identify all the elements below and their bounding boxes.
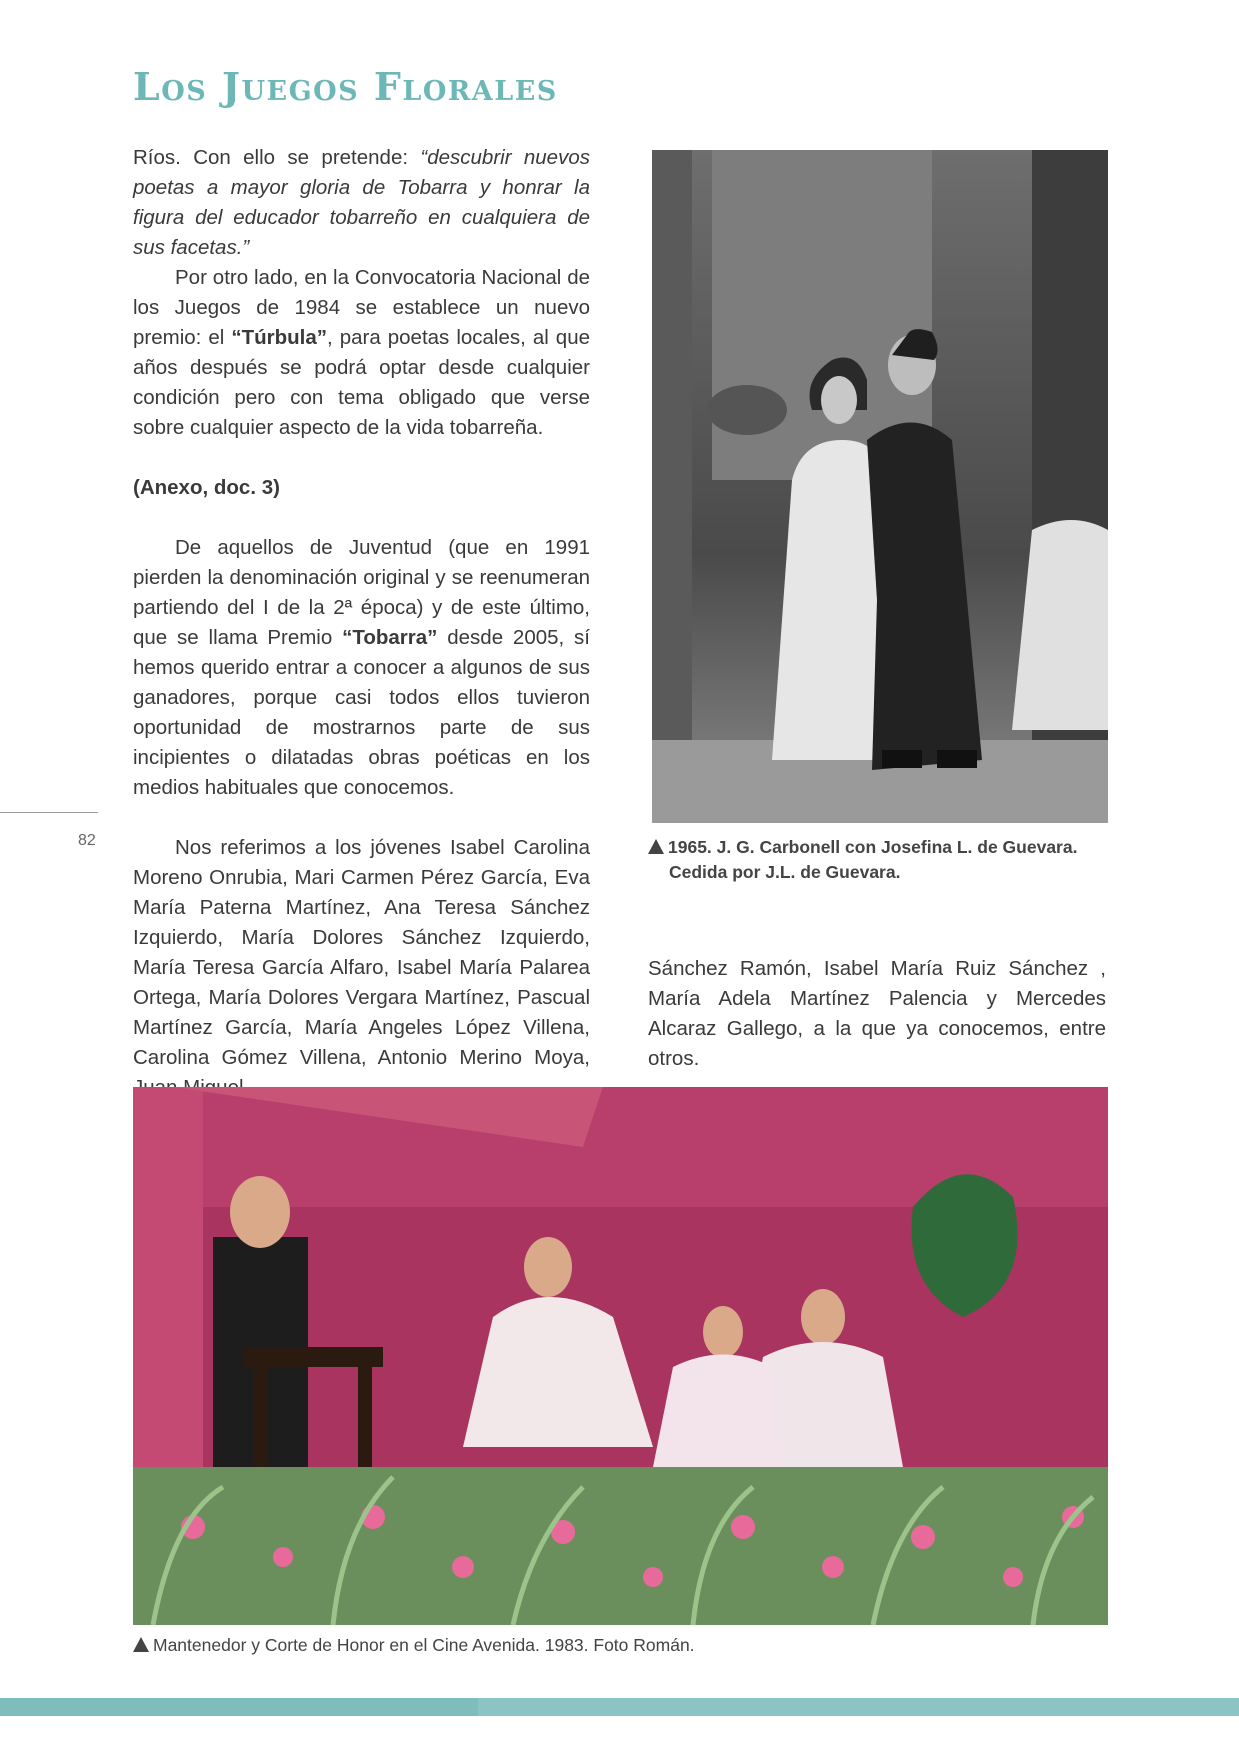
left-text-column: [133, 143, 590, 1103]
photo-1965-caption: [648, 835, 1118, 885]
caption-1983-text: Mantenedor y Corte de Honor en el Cine Avenida. 1983. Foto Román.: [153, 1635, 695, 1655]
p2-text-end: , para poetas locales, al que años después se podrá optar desde cualquier condición pero con tema obligado que verse sobre cualquier aspecto de la vida tobarreña.: [133, 326, 590, 439]
footer-band-segment: [478, 1698, 1239, 1716]
p3-bold-term: “Tobarra”: [342, 626, 438, 649]
caption-1965-line2: Cedida por J.L. de Guevara.: [669, 862, 901, 882]
photo-1965-couple: [652, 150, 1108, 823]
spacer: [133, 503, 590, 533]
annex-reference: [133, 473, 590, 503]
paragraph-4: Nos referimos a los jóvenes Isabel Carolina Moreno Onrubia, Mari Carmen Pérez García, Eva María Paterna Martínez, Ana Teresa Sánchez Izquierdo, María Dolores Sánchez Izquierdo, María Teresa García Alfaro, Isabel María Palarea Ortega, María Dolores Vergara Martínez, Pascual Martínez García, María Angeles López Villena, Carolina Gómez Villena, Antonio Merino Moya,: [133, 836, 590, 1069]
p1-text: Ríos. Con ello se pretende:: [133, 146, 421, 169]
p1-quote: “descubrir nuevos poetas a mayor gloria de Tobarra y honrar la figura del educador tobarreño en cualquiera de sus facetas.”: [133, 146, 590, 259]
photo-1983-caption: [133, 1633, 933, 1658]
caption-triangle-icon: [133, 1637, 149, 1652]
p3-text-end: desde 2005, sí hemos querido entrar a conocer a algunos de sus ganadores, porque casi todos ellos tuvieron oportunidad de mostrarnos parte de sus incipientes o dilatadas obras poéticas en los medios habituales que conocemos.: [133, 626, 590, 799]
spacer: [133, 443, 590, 473]
spacer: [133, 803, 590, 833]
page-header-title: Los Juegos Florales: [133, 64, 558, 109]
p2-bold-term: “Túrbula”: [231, 326, 328, 349]
footer-color-band: [0, 1698, 1239, 1716]
page-number: 82: [78, 832, 96, 849]
photo-1983-court-of-honor: [133, 1087, 1108, 1625]
photo-1983-image: [133, 1087, 1108, 1625]
paragraph-3: [133, 533, 590, 803]
right-paragraph-1: Sánchez Ramón, Isabel María Ruiz Sánchez , María Adela Martínez Palencia y Mercedes Alcaraz Gallego, a la que ya conocemos, entre otros.: [648, 957, 1106, 1070]
right-text-column: [648, 954, 1106, 1074]
paragraph-1: [133, 143, 590, 263]
caption-triangle-icon: [648, 839, 664, 854]
p3-text-start: De aquellos de Juventud (que en 1991 pierden la denominación original y se reenumeran partiendo del I de la 2ª época) y de este último, que se llama Premio: [133, 536, 590, 649]
caption-1965-line1: 1965. J. G. Carbonell con Josefina L. de Guevara.: [668, 837, 1078, 857]
annex-text: (Anexo, doc. 3): [133, 476, 280, 499]
margin-rule: [0, 812, 98, 813]
paragraph-2: [133, 263, 590, 443]
photo-1965-image: [652, 150, 1108, 823]
p2-text-start: Por otro lado, en la Convocatoria Nacional de los Juegos de 1984 se establece un nuevo premio: el: [133, 266, 590, 349]
